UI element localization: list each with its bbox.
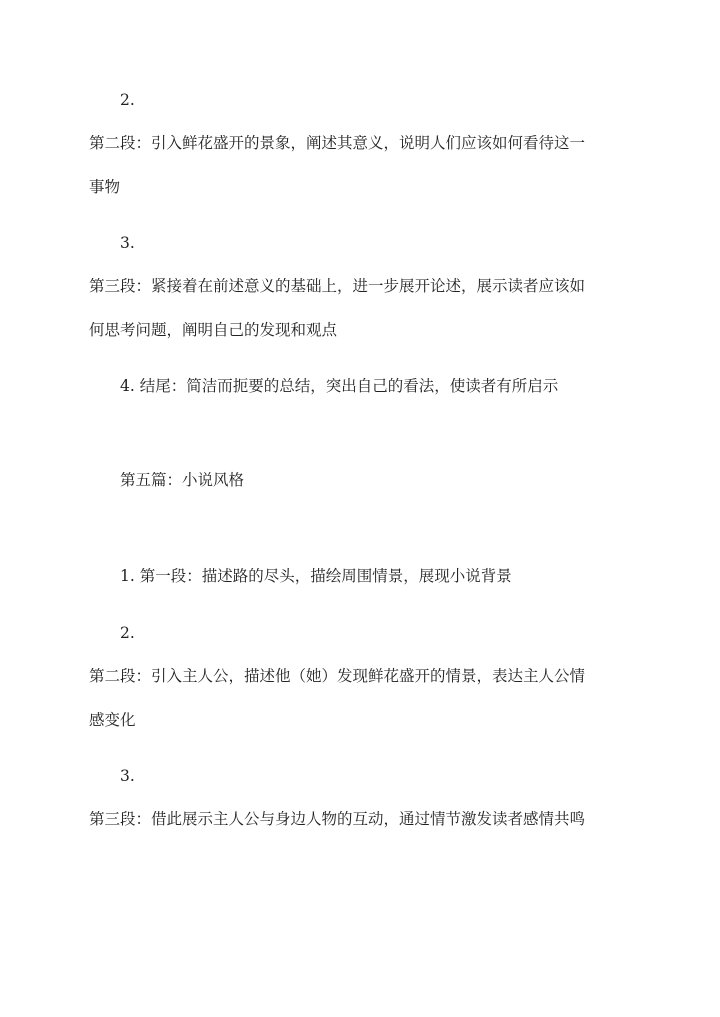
- list-number-2: 2.: [120, 91, 135, 109]
- paragraph-line: 第三段：借此展示主人公与身边人物的互动，通过情节激发读者感情共鸣: [89, 810, 586, 828]
- paragraph-line: 第二段：引入主人公，描述他（她）发现鲜花盛开的情景，表达主人公情: [89, 667, 586, 685]
- section-heading: 第五篇：小说风格: [120, 471, 245, 489]
- list-number-2: 2.: [120, 624, 135, 642]
- paragraph-line: 第三段：紧接着在前述意义的基础上，进一步展开论述，展示读者应该如: [89, 277, 586, 295]
- paragraph-line: 事物: [89, 178, 121, 196]
- list-number-3: 3.: [120, 767, 135, 785]
- list-number-3: 3.: [120, 234, 135, 252]
- paragraph-line: 第二段：引入鲜花盛开的景象，阐述其意义，说明人们应该如何看待这一: [89, 134, 586, 152]
- list-item-1: 1. 第一段：描述路的尽头，描绘周围情景，展现小说背景: [120, 567, 512, 585]
- paragraph-line: 何思考问题，阐明自己的发现和观点: [89, 321, 338, 339]
- paragraph-line: 感变化: [89, 711, 136, 729]
- list-item-4: 4. 结尾：简洁而扼要的总结，突出自己的看法，使读者有所启示: [120, 377, 559, 395]
